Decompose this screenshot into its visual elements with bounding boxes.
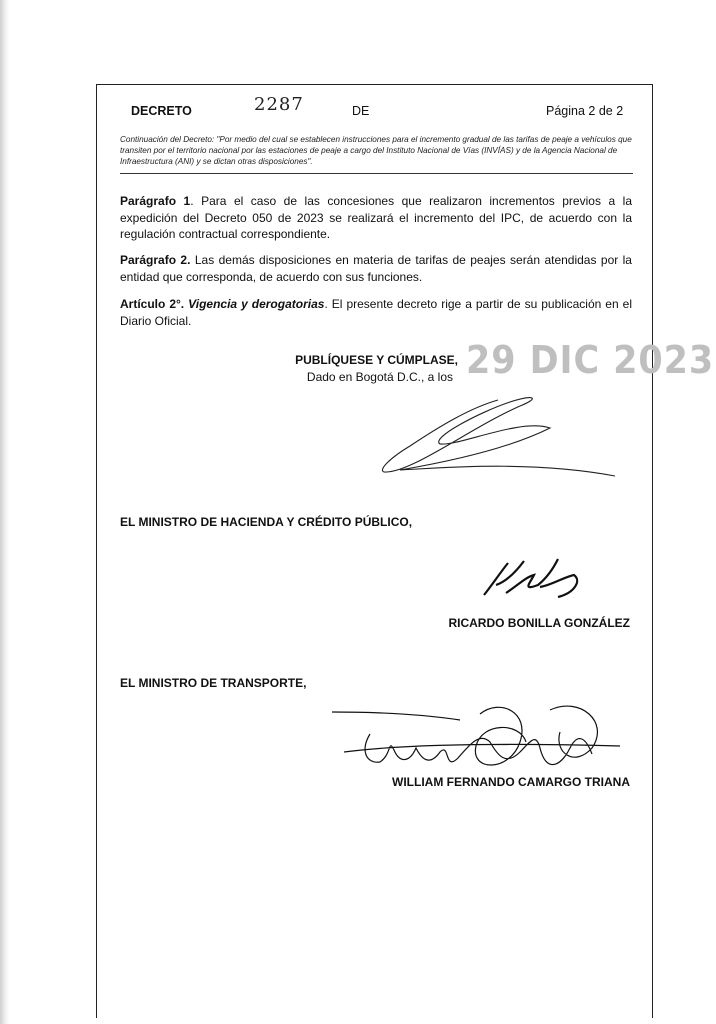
paragraph-1-heading: Parágrafo 1	[120, 194, 191, 208]
dado-line: Dado en Bogotá D.C., a los	[306, 370, 453, 384]
decree-number: 2287	[254, 94, 304, 115]
article-2-heading: Artículo 2°.	[120, 297, 185, 311]
article-2	[120, 296, 632, 329]
page-edge-shadow	[0, 0, 10, 1024]
paragraph-2	[120, 252, 632, 285]
minister-title-hacienda: EL MINISTRO DE HACIENDA Y CRÉDITO PÚBLICO,	[120, 515, 413, 529]
continuation-note: Continuación del Decreto: "Por medio del cual se establecen instrucciones para el incremento gradual de las tarifas de peaje a vehículos que transiten por el territorio nacional por las estaciones de peaje a cargo del Instituto Nacional de Vías (INVÍAS) y de la Agencia Nacional de Infraestructura (ANI) y se dictan otras disposiciones".	[120, 135, 632, 166]
paragraph-1	[120, 193, 632, 243]
publiquese-line: PUBLÍQUESE Y CÚMPLASE,	[295, 353, 458, 367]
paragraph-2-heading: Parágrafo 2.	[120, 253, 191, 267]
article-2-text: . El presente decreto rige a partir de su publicación en el Diario Oficial.	[120, 297, 632, 328]
signer-name-transporte: WILLIAM FERNANDO CAMARGO TRIANA	[392, 775, 630, 789]
date-stamp: 29 DIC 2023	[466, 338, 715, 382]
paragraph-1-text: . Para el caso de las concesiones que realizaron incrementos previos a la expedición del Decreto 050 de 2023 se realizará el incremento del IPC, de acuerdo con la regulación contractual correspondiente.	[120, 194, 633, 241]
article-2-subheading: Vigencia y derogatorias	[188, 297, 325, 311]
divider	[120, 173, 633, 174]
hacienda-signature	[478, 555, 588, 605]
page-number: Página 2 de 2	[546, 104, 624, 118]
minister-title-transporte: EL MINISTRO DE TRANSPORTE,	[120, 676, 307, 690]
paragraph-2-text: Las demás disposiciones en materia de tarifas de peajes serán atendidas por la entidad que corresponda, de acuerdo con sus funciones.	[120, 253, 632, 284]
president-signature	[370, 388, 620, 488]
signer-name-hacienda: RICARDO BONILLA GONZÁLEZ	[448, 616, 630, 630]
de-label: DE	[352, 104, 370, 118]
decree-label: DECRETO	[131, 104, 192, 118]
